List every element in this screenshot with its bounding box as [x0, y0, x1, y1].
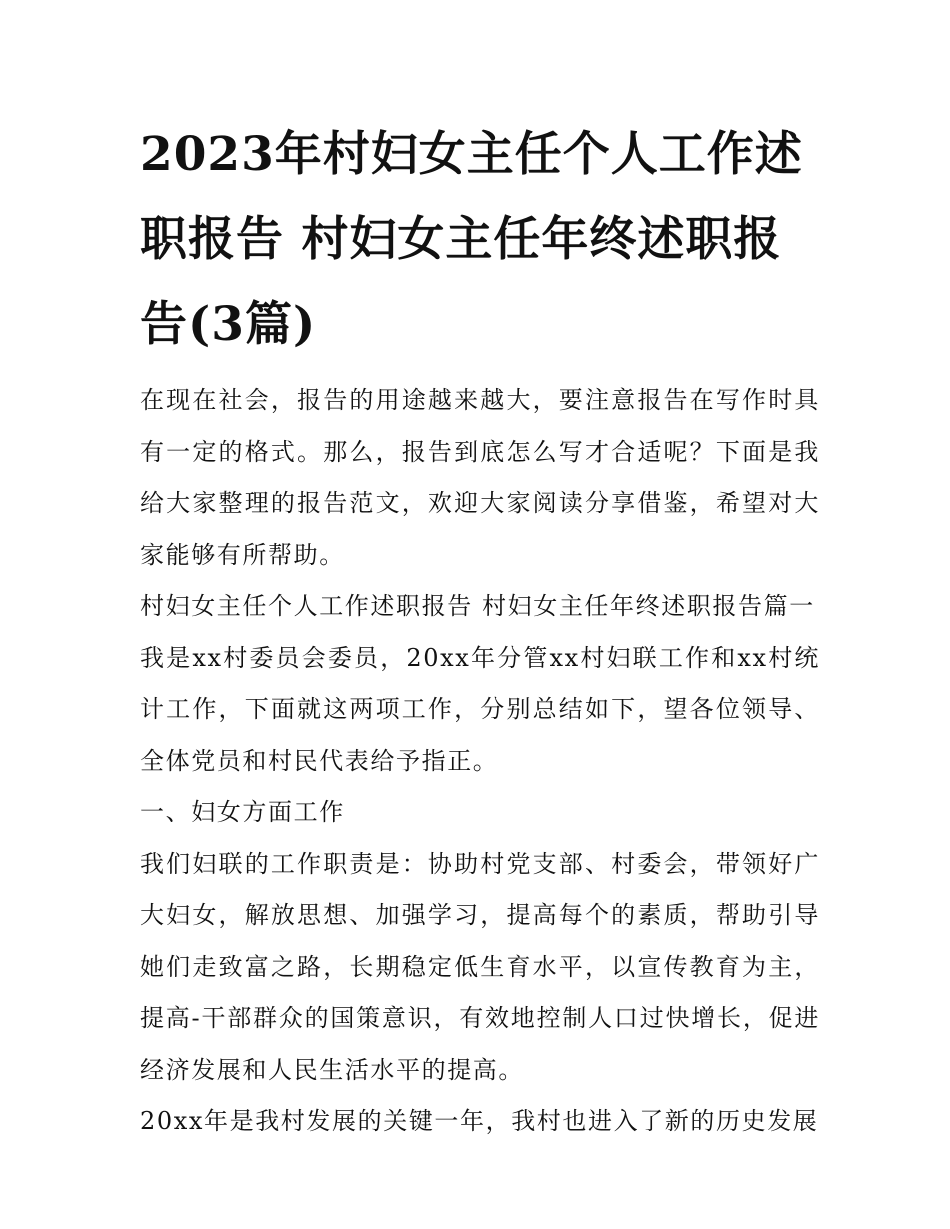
- body-paragraph: 20xx年是我村发展的关键一年，我村也进入了新的历史发展: [140, 1107, 819, 1135]
- body-paragraph: 我是xx村委员会委员，20xx年分管xx村妇联工作和xx村统计工作，下面就这两项工作，分别总结如下，望各位领导、全体党员和村民代表给予指正。: [140, 643, 820, 775]
- body-paragraph: 我们妇联的工作职责是：协助村党支部、村委会，带领好广大妇女，解放思想、加强学习，提高每个的素质，帮助引导她们走致富之路，长期稳定低生育水平，以宣传教育为主，提高-干部群众的国策意识，有效地控制人口过快增长，促进经济发展和人民生活水平的提高。: [140, 849, 820, 1084]
- document-body: [140, 112, 820, 1148]
- document-title: 2023年村妇女主任个人工作述职报告 村妇女主任年终述职报告(3篇): [140, 127, 803, 352]
- intro-paragraph: 在现在社会，报告的用途越来越大，要注意报告在写作时具有一定的格式。那么，报告到底怎么写才合适呢？下面是我给大家整理的报告范文，欢迎大家阅读分享借鉴，希望对大家能够有所帮助。: [140, 386, 820, 569]
- section-heading-women-work: 一、妇女方面工作: [140, 798, 345, 826]
- section-heading-article-one: 村妇女主任个人工作述职报告 村妇女主任年终述职报告篇一: [140, 592, 815, 620]
